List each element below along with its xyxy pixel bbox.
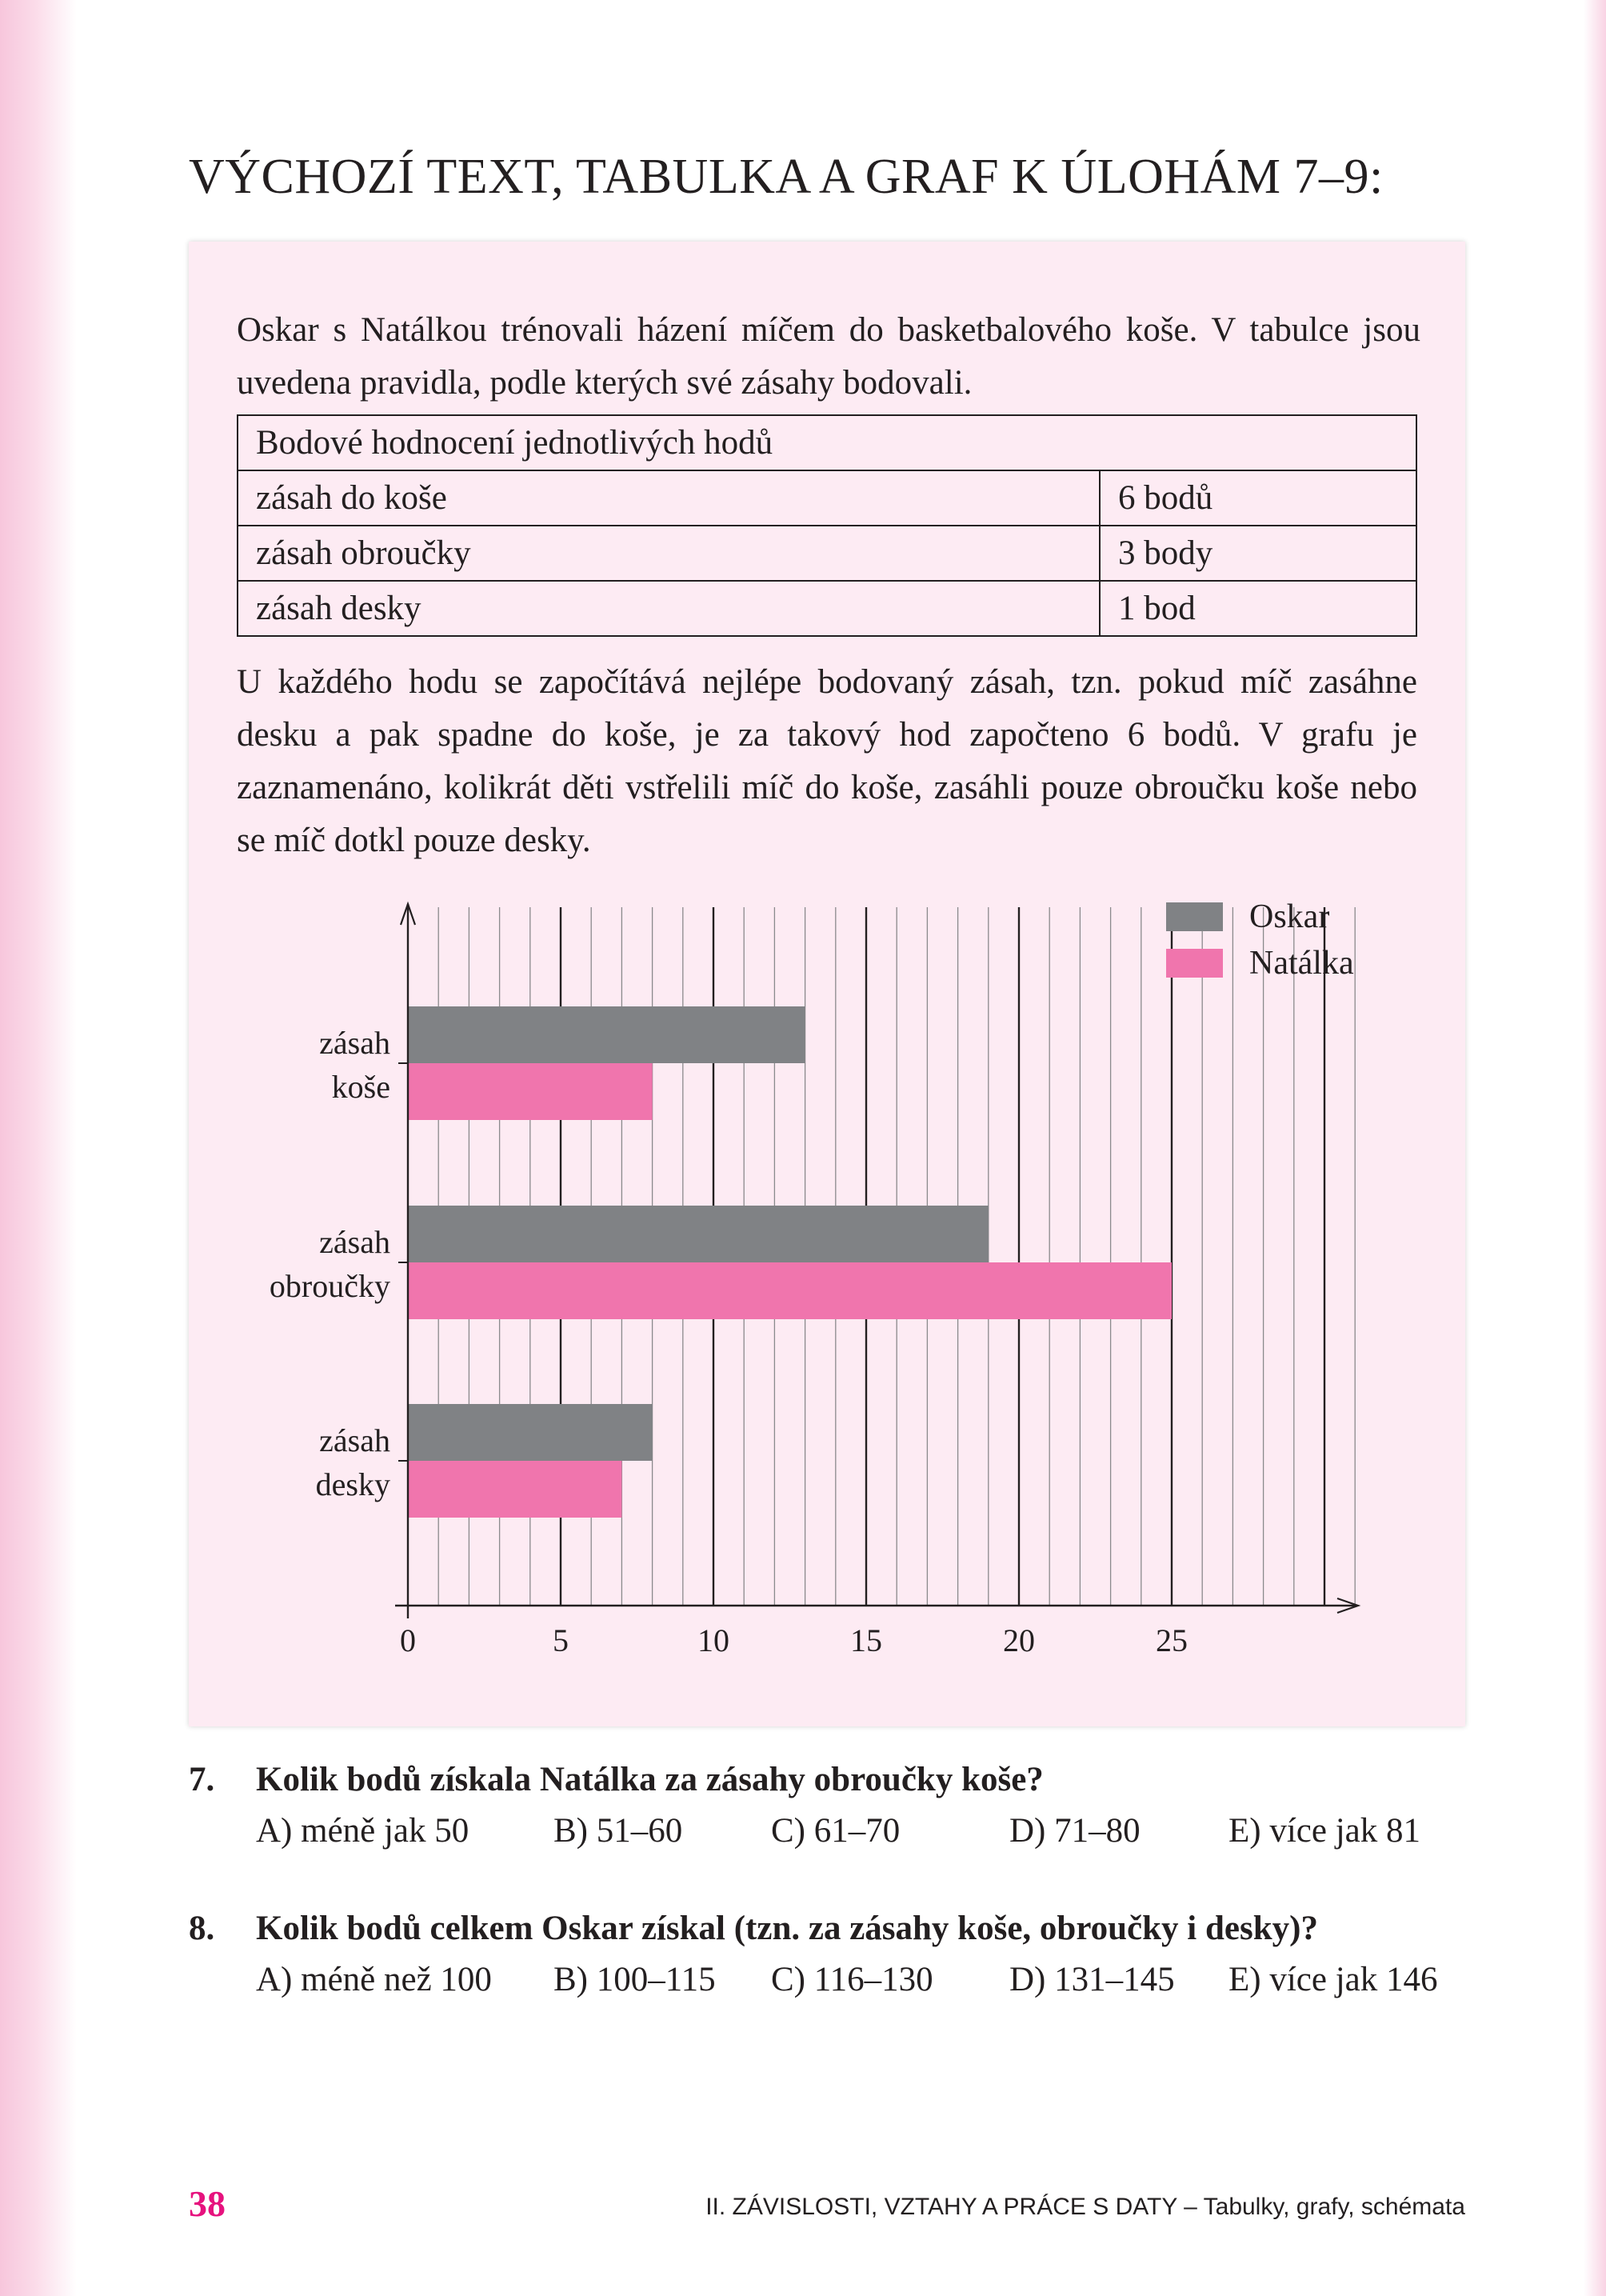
table-cell-value: 1 bod (1100, 581, 1416, 636)
option-c[interactable]: C) 61–70 (771, 1812, 901, 1850)
x-tick-label: 10 (697, 1622, 729, 1658)
x-tick-label: 25 (1156, 1622, 1188, 1658)
category-label: zásah desky (315, 1422, 390, 1502)
option-e[interactable]: E) více jak 146 (1228, 1961, 1438, 1998)
source-panel (189, 242, 1465, 1726)
option-e[interactable]: E) více jak 81 (1228, 1812, 1420, 1850)
left-decor-band (0, 0, 77, 2296)
table-cell-value: 3 body (1100, 526, 1416, 581)
bar-chart (189, 242, 1465, 1726)
option-a[interactable]: A) méně jak 50 (256, 1812, 469, 1850)
section-heading: VÝCHOZÍ TEXT, TABULKA A GRAF K ÚLOHÁM 7–9: (189, 150, 1384, 204)
option-d[interactable]: D) 71–80 (1009, 1812, 1141, 1850)
question-number: 7. (189, 1761, 215, 1798)
bar-natálka-2 (408, 1262, 1172, 1319)
x-tick-label: 0 (400, 1622, 416, 1658)
table-cell-label: zásah do koše (238, 470, 1100, 526)
bar-natálka-1 (408, 1063, 653, 1120)
option-b[interactable]: B) 100–115 (553, 1961, 716, 1998)
table-cell-label: zásah obroučky (238, 526, 1100, 581)
table-cell-value: 6 bodů (1100, 470, 1416, 526)
page-footer: II. ZÁVISLOSTI, VZTAHY A PRÁCE S DATY – Tabulky, grafy, schémata (705, 2194, 1465, 2220)
right-decor-band (1584, 0, 1606, 2296)
category-label: zásah koše (319, 1025, 390, 1105)
explanation-paragraph: U každého hodu se započítává nejlépe bodovaný zásah, tzn. pokud míč zasáhne desku a pak spadne do koše, je za takový hod započteno 6 bodů. V grafu je zaznamenáno, kolikrát děti vstřelili míč do koše, zasáhli pouze obroučku koše nebo se míč dotkl pouze desky. (237, 663, 1417, 859)
legend-swatch-natálka (1166, 949, 1223, 978)
x-tick-label: 20 (1003, 1622, 1035, 1658)
page-number: 38 (189, 2183, 226, 2224)
legend-label-natálka: Natálka (1249, 945, 1354, 982)
option-d[interactable]: D) 131–145 (1009, 1961, 1175, 1998)
intro-paragraph: Oskar s Natálkou trénovali házení míčem do basketbalového koše. V tabulce jsou uvedena pravidla, podle kterých své zásahy bodovali. (237, 311, 1420, 402)
x-tick-label: 5 (553, 1622, 569, 1658)
bar-oskar-1 (408, 1006, 805, 1063)
table-cell-label: zásah desky (238, 581, 1100, 636)
bar-oskar-3 (408, 1404, 653, 1461)
option-a[interactable]: A) méně než 100 (256, 1961, 492, 1998)
table-header: Bodové hodnocení jednotlivých hodů (238, 415, 1416, 470)
question-text: Kolik bodů celkem Oskar získal (tzn. za zásahy koše, obroučky i desky)? (256, 1910, 1318, 1947)
option-b[interactable]: B) 51–60 (553, 1812, 683, 1850)
x-tick-label: 15 (850, 1622, 882, 1658)
bar-natálka-3 (408, 1461, 621, 1518)
bar-oskar-2 (408, 1206, 989, 1262)
legend-label-oskar: Oskar (1249, 898, 1330, 935)
option-c[interactable]: C) 116–130 (771, 1961, 933, 1998)
question-text: Kolik bodů získala Natálka za zásahy obroučky koše? (256, 1761, 1044, 1798)
legend-swatch-oskar (1166, 902, 1223, 931)
category-label: zásah obroučky (269, 1224, 390, 1304)
question-number: 8. (189, 1910, 215, 1947)
